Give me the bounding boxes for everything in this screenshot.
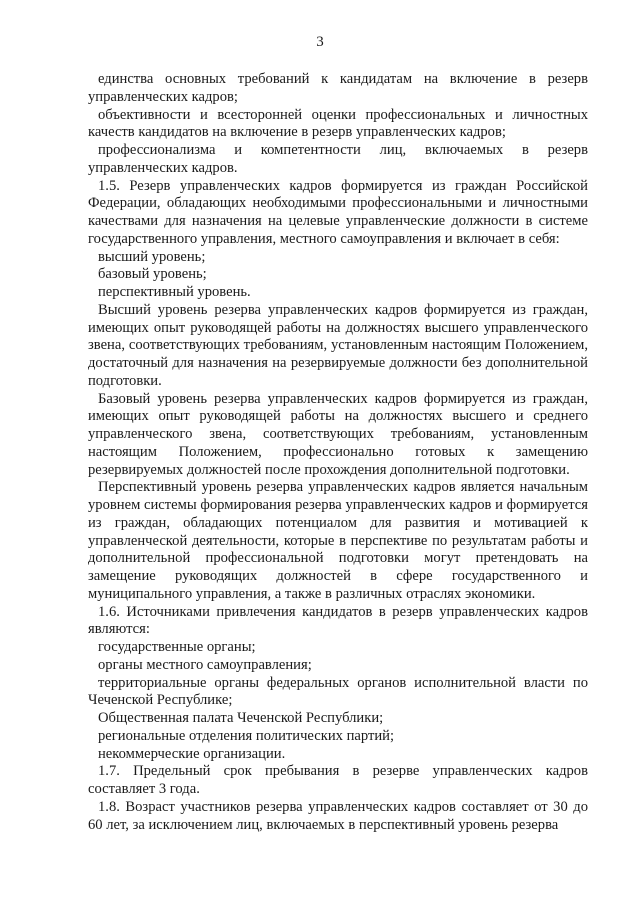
paragraph-objectivity: объективности и всесторонней оценки профессиональных и личностных качеств кандидатов на включение в резерв управленческих кадров; xyxy=(88,106,588,141)
paragraph-prospective-level: Перспективный уровень резерва управленческих кадров является начальным уровнем системы формирования резерва управленческих кадров и формируется из граждан, обладающих потенциалом для развития и мотивацией к управленческой деятельности, которые в перспективе по результатам работы и дополнительной профессиональной подготовки могут претендовать на замещение руководящих должностей в сфере государственного и муниципального управления, а также в различных отраслях экономики. xyxy=(88,479,588,602)
list-item-nonprofits: некоммерческие организации. xyxy=(98,745,286,762)
paragraph-basic-level: Базовый уровень резерва управленческих кадров формируется из граждан, имеющих опыт руководящей работы на должностях высшего и среднего управленческого звена, соответствующих требованиям, установленным настоящим Положением, профессионально готовых к замещению резервируемых должностей после прохождения дополнительной подготовки. xyxy=(88,390,588,478)
page-number: 3 xyxy=(316,34,324,50)
paragraph-higher-level: Высший уровень резерва управленческих кадров формируется из граждан, имеющих опыт руководящей работы на должностях высшего управленческого звена, соответствующих требованиям, установленным настоящим Положением, достаточный для назначения на резервируемые должности без дополнительной подготовки. xyxy=(88,301,588,389)
paragraph-professionalism: профессионализма и компетентности лиц, включаемых в резерв управленческих кадров. xyxy=(88,142,588,176)
list-item-prospective-level: перспективный уровень. xyxy=(98,284,251,300)
list-item-regional-branches: региональные отделения политических партий; xyxy=(98,727,395,744)
document-body xyxy=(88,71,588,834)
list-item-higher-level: высший уровень; xyxy=(98,248,206,265)
list-item-territorial-bodies: территориальные органы федеральных органов исполнительной власти по Чеченской Республике; xyxy=(88,674,588,709)
paragraph-1-7: 1.7. Предельный срок пребывания в резерве управленческих кадров составляет 3 года. xyxy=(88,763,588,797)
paragraph-1-5: 1.5. Резерв управленческих кадров формируется из граждан Российской Федерации, обладающих необходимыми профессиональными и личностными качествами для назначения на целевые управленческие должности в системе государственного управления, местного самоуправления и включает в себя: xyxy=(88,177,588,247)
list-item-local-self-government: органы местного самоуправления; xyxy=(98,656,312,673)
paragraph-1-8: 1.8. Возраст участников резерва управленческих кадров составляет от 30 до 60 лет, за исключением лиц, включаемых в перспективный уровень резерва xyxy=(88,798,588,833)
paragraph-1-6: 1.6. Источниками привлечения кандидатов в резерв управленческих кадров являются: xyxy=(88,603,588,638)
paragraph-unity-of-requirements: единства основных требований к кандидатам на включение в резерв управленческих кадров; xyxy=(88,71,588,105)
list-item-basic-level: базовый уровень; xyxy=(98,266,207,283)
list-item-public-chamber: Общественная палата Чеченской Республики; xyxy=(98,710,384,726)
list-item-state-bodies: государственные органы; xyxy=(98,639,256,655)
